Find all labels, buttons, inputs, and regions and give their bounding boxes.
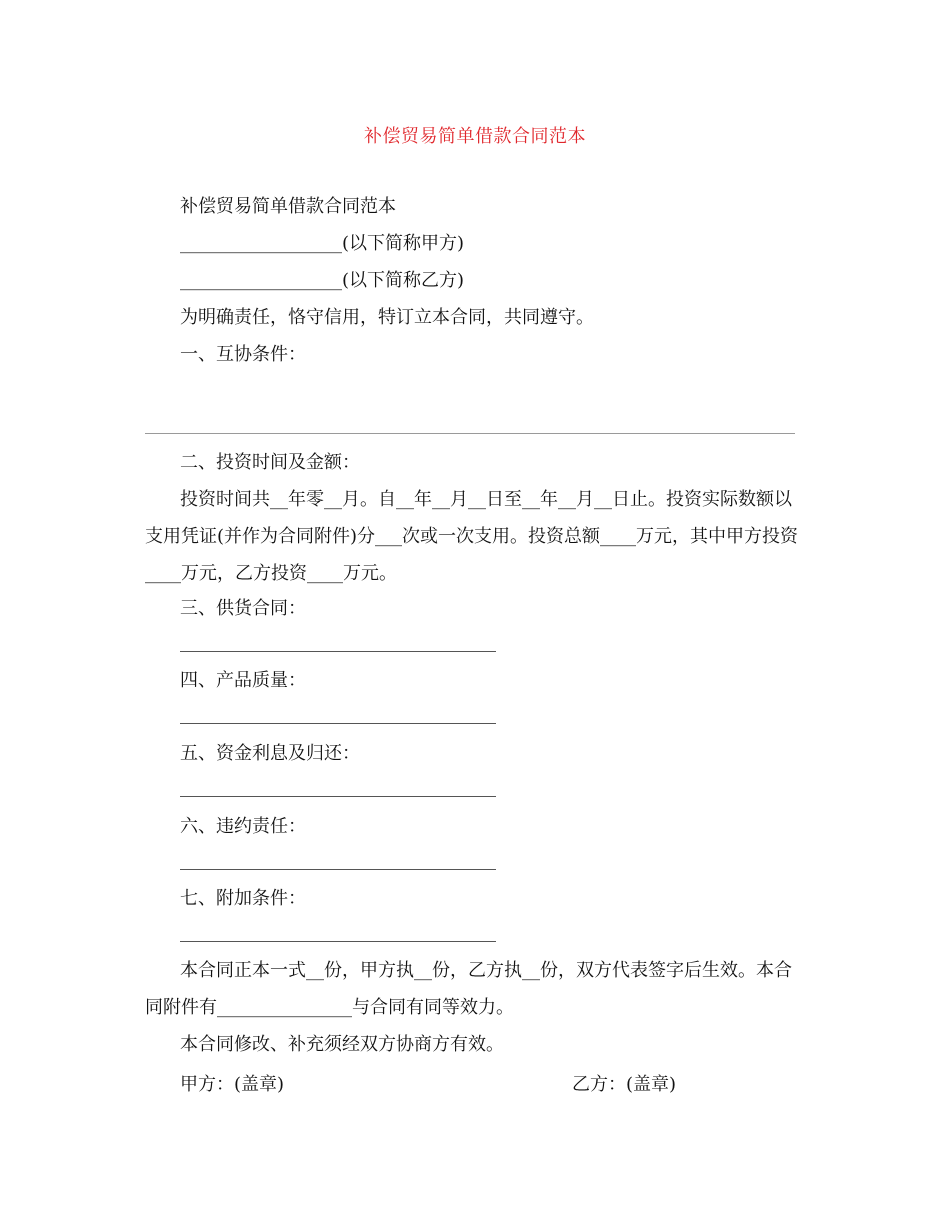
copies-clause: 本合同正本一式__份，甲方执__份，乙方执__份，双方代表签字后生效。本合同附件有_______________与合同有同等效力。 [145, 960, 792, 1018]
section-4-fill-line [180, 723, 496, 724]
subtitle: 补偿贸易简单借款合同范本 [180, 196, 396, 217]
section-5-heading: 五、资金利息及归还： [180, 743, 360, 764]
section-6-fill-line [180, 869, 496, 870]
amendment-clause: 本合同修改、补充须经双方协商方有效。 [180, 1034, 504, 1055]
party-b-line: __________________(以下简称乙方) [180, 270, 465, 291]
section-3-heading: 三、供货合同： [180, 598, 306, 619]
section-6-heading: 六、违约责任： [180, 816, 306, 837]
party-a-line: __________________(以下简称甲方) [180, 233, 465, 254]
section-1-heading: 一、互协条件： [180, 344, 306, 365]
section-2-body: 投资时间共__年零__月。自__年__月__日至__年__月__日止。投资实际数额以支用凭证(并作为合同附件)分___次或一次支用。投资总额____万元，其中甲方投资____万元，乙方投资____万元。 [145, 489, 799, 584]
party-b-signature: 乙方：(盖章) [572, 1074, 677, 1095]
section-3-fill-line [180, 651, 496, 652]
section-5-fill-line [180, 796, 496, 797]
section-4-heading: 四、产品质量： [180, 670, 306, 691]
preamble: 为明确责任，恪守信用，特订立本合同，共同遵守。 [180, 307, 594, 328]
section-7-fill-line [180, 941, 496, 942]
section-7-heading: 七、附加条件： [180, 888, 306, 909]
party-a-signature: 甲方：(盖章) [180, 1074, 285, 1095]
section-2-heading: 二、投资时间及金额： [180, 452, 360, 473]
section-1-fill-line [145, 433, 795, 434]
document-title: 补偿贸易简单借款合同范本 [364, 126, 586, 147]
